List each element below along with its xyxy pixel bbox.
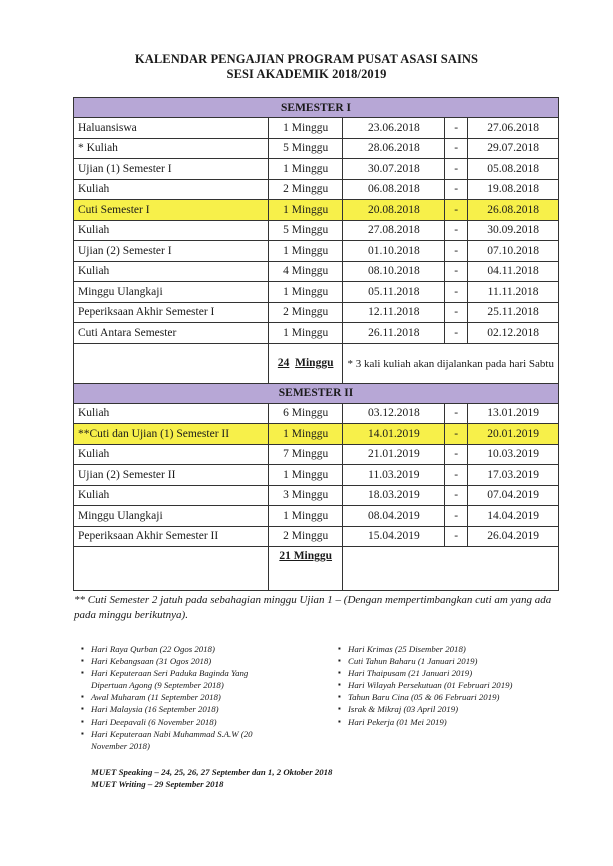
dash-cell: - xyxy=(445,200,468,221)
dash-cell: - xyxy=(445,261,468,282)
end-date-cell: 20.01.2019 xyxy=(468,424,559,445)
muet-writing: MUET Writing – 29 September 2018 xyxy=(91,779,224,789)
dash-cell: - xyxy=(445,220,468,241)
activity-cell: Peperiksaan Akhir Semester II xyxy=(74,526,269,547)
duration-cell: 7 Minggu xyxy=(268,444,343,465)
table-row xyxy=(74,200,559,221)
table-row xyxy=(74,403,559,424)
dash-cell: - xyxy=(445,302,468,323)
semester-1-header-row xyxy=(74,98,559,118)
start-date-cell: 23.06.2018 xyxy=(343,118,445,139)
table-row xyxy=(74,241,559,262)
duration-cell: 1 Minggu xyxy=(268,282,343,303)
activity-cell: Cuti Antara Semester xyxy=(74,323,269,344)
start-date-cell: 27.08.2018 xyxy=(343,220,445,241)
table-row xyxy=(74,302,559,323)
start-date-cell: 28.06.2018 xyxy=(343,138,445,159)
duration-cell: 6 Minggu xyxy=(268,403,343,424)
duration-cell: 1 Minggu xyxy=(268,200,343,221)
semester-2-total-row xyxy=(74,547,559,591)
table-row xyxy=(74,506,559,527)
activity-cell: Peperiksaan Akhir Semester I xyxy=(74,302,269,323)
duration-cell: 1 Minggu xyxy=(268,506,343,527)
activity-cell: Ujian (2) Semester I xyxy=(74,241,269,262)
table-row xyxy=(74,179,559,200)
duration-cell: 2 Minggu xyxy=(268,302,343,323)
semester-2-total-cell xyxy=(268,547,343,591)
muet-speaking: MUET Speaking – 24, 25, 26, 27 September dan 1, 2 Oktober 2018 xyxy=(91,767,333,777)
holiday-item: ▪ Cuti Tahun Baharu (1 Januari 2019) xyxy=(338,655,548,667)
end-date-cell: 19.08.2018 xyxy=(468,179,559,200)
activity-cell: Ujian (1) Semester I xyxy=(74,159,269,180)
activity-cell: Kuliah xyxy=(74,485,269,506)
end-date-cell: 05.08.2018 xyxy=(468,159,559,180)
start-date-cell: 03.12.2018 xyxy=(343,403,445,424)
start-date-cell: 14.01.2019 xyxy=(343,424,445,445)
dash-cell: - xyxy=(445,159,468,180)
duration-cell: 2 Minggu xyxy=(268,179,343,200)
table-row xyxy=(74,261,559,282)
table-row xyxy=(74,444,559,465)
table-row xyxy=(74,282,559,303)
dash-cell: - xyxy=(445,526,468,547)
dash-cell: - xyxy=(445,241,468,262)
end-date-cell: 10.03.2019 xyxy=(468,444,559,465)
holiday-item: ▪ Hari Thaipusam (21 Januari 2019) xyxy=(338,667,548,679)
duration-cell: 1 Minggu xyxy=(268,323,343,344)
activity-cell: Kuliah xyxy=(74,261,269,282)
dash-cell: - xyxy=(445,118,468,139)
activity-cell: Cuti Semester I xyxy=(74,200,269,221)
duration-cell: 2 Minggu xyxy=(268,526,343,547)
end-date-cell: 17.03.2019 xyxy=(468,465,559,486)
end-date-cell: 26.04.2019 xyxy=(468,526,559,547)
holiday-item: ▪ Hari Pekerja (01 Mei 2019) xyxy=(338,716,548,728)
end-date-cell: 14.04.2019 xyxy=(468,506,559,527)
holiday-item: ▪ Hari Krimas (25 Disember 2018) xyxy=(338,643,548,655)
end-date-cell: 07.04.2019 xyxy=(468,485,559,506)
activity-cell: Haluansiswa xyxy=(74,118,269,139)
holiday-item: ▪ Hari Malaysia (16 September 2018) xyxy=(81,703,281,715)
start-date-cell: 12.11.2018 xyxy=(343,302,445,323)
blank-cell xyxy=(343,547,559,591)
footnote: ** Cuti Semester 2 jatuh pada sebahagian minggu Ujian 1 – (Dengan mempertimbangkan cuti am yang ada pada minggu berikutnya). xyxy=(74,594,552,621)
holiday-item: ▪ Hari Kebangsaan (31 Ogos 2018) xyxy=(81,655,281,667)
table-row xyxy=(74,485,559,506)
end-date-cell: 07.10.2018 xyxy=(468,241,559,262)
end-date-cell: 04.11.2018 xyxy=(468,261,559,282)
semester-2-header-row xyxy=(74,383,559,403)
holiday-item: ▪ Tahun Baru Cina (05 & 06 Februari 2019) xyxy=(338,691,548,703)
end-date-cell: 11.11.2018 xyxy=(468,282,559,303)
activity-cell: * Kuliah xyxy=(74,138,269,159)
duration-cell: 3 Minggu xyxy=(268,485,343,506)
start-date-cell: 21.01.2019 xyxy=(343,444,445,465)
end-date-cell: 27.06.2018 xyxy=(468,118,559,139)
table-row xyxy=(74,118,559,139)
dash-cell: - xyxy=(445,138,468,159)
holiday-item: ▪ Hari Wilayah Persekutuan (01 Februari 2019) xyxy=(338,679,548,691)
table-row xyxy=(74,323,559,344)
end-date-cell: 29.07.2018 xyxy=(468,138,559,159)
holiday-item: ▪ Hari Keputeraan Nabi Muhammad S.A.W (20 November 2018) xyxy=(81,728,281,752)
duration-cell: 1 Minggu xyxy=(268,118,343,139)
duration-cell: 1 Minggu xyxy=(268,465,343,486)
dash-cell: - xyxy=(445,444,468,465)
start-date-cell: 18.03.2019 xyxy=(343,485,445,506)
dash-cell: - xyxy=(445,403,468,424)
table-row xyxy=(74,159,559,180)
dash-cell: - xyxy=(445,485,468,506)
start-date-cell: 11.03.2019 xyxy=(343,465,445,486)
dash-cell: - xyxy=(445,179,468,200)
start-date-cell: 15.04.2019 xyxy=(343,526,445,547)
activity-cell: **Cuti dan Ujian (1) Semester II xyxy=(74,424,269,445)
start-date-cell: 05.11.2018 xyxy=(343,282,445,303)
semester-2-total: 21 Minggu xyxy=(279,550,333,562)
holiday-item: ▪ Hari Keputeraan Seri Paduka Baginda Yang Dipertuan Agong (9 September 2018) xyxy=(81,667,281,691)
start-date-cell: 26.11.2018 xyxy=(343,323,445,344)
duration-cell: 1 Minggu xyxy=(268,159,343,180)
session-subtitle: SESI AKADEMIK 2018/2019 xyxy=(226,67,387,81)
activity-cell: Minggu Ulangkaji xyxy=(74,282,269,303)
semester-2-header: SEMESTER II xyxy=(74,383,559,403)
start-date-cell: 06.08.2018 xyxy=(343,179,445,200)
end-date-cell: 30.09.2018 xyxy=(468,220,559,241)
semester-1-total-number: 24 xyxy=(277,357,290,369)
semester-1-total-row xyxy=(74,343,559,383)
activity-cell: Kuliah xyxy=(74,444,269,465)
semester-1-note: * 3 kali kuliah akan dijalankan pada hari Sabtu xyxy=(343,343,559,383)
holiday-item: ▪ Awal Muharam (11 September 2018) xyxy=(81,691,281,703)
dash-cell: - xyxy=(445,424,468,445)
semester-1-total-cell xyxy=(268,343,343,383)
semester-1-header: SEMESTER I xyxy=(74,98,559,118)
blank-cell xyxy=(74,547,269,591)
holiday-item: ▪ Israk & Mikraj (03 April 2019) xyxy=(338,703,548,715)
duration-cell: 5 Minggu xyxy=(268,220,343,241)
holiday-item: ▪ Hari Raya Qurban (22 Ogos 2018) xyxy=(81,643,281,655)
holiday-list-left xyxy=(81,643,281,752)
activity-cell: Kuliah xyxy=(74,179,269,200)
start-date-cell: 30.07.2018 xyxy=(343,159,445,180)
activity-cell: Minggu Ulangkaji xyxy=(74,506,269,527)
dash-cell: - xyxy=(445,323,468,344)
duration-cell: 4 Minggu xyxy=(268,261,343,282)
dash-cell: - xyxy=(445,465,468,486)
start-date-cell: 01.10.2018 xyxy=(343,241,445,262)
table-row xyxy=(74,465,559,486)
dash-cell: - xyxy=(445,506,468,527)
end-date-cell: 13.01.2019 xyxy=(468,403,559,424)
table-row xyxy=(74,424,559,445)
activity-cell: Kuliah xyxy=(74,403,269,424)
activity-cell: Ujian (2) Semester II xyxy=(74,465,269,486)
table-row xyxy=(74,220,559,241)
start-date-cell: 08.10.2018 xyxy=(343,261,445,282)
calendar-title: KALENDAR PENGAJIAN PROGRAM PUSAT ASASI SAINS xyxy=(134,52,479,66)
start-date-cell: 20.08.2018 xyxy=(343,200,445,221)
dash-cell: - xyxy=(445,282,468,303)
end-date-cell: 02.12.2018 xyxy=(468,323,559,344)
holiday-list-right xyxy=(338,643,548,728)
table-row xyxy=(74,138,559,159)
end-date-cell: 26.08.2018 xyxy=(468,200,559,221)
duration-cell: 1 Minggu xyxy=(268,424,343,445)
calendar-table xyxy=(73,97,559,591)
end-date-cell: 25.11.2018 xyxy=(468,302,559,323)
holiday-item: ▪ Hari Deepavali (6 November 2018) xyxy=(81,716,281,728)
table-row xyxy=(74,526,559,547)
duration-cell: 5 Minggu xyxy=(268,138,343,159)
start-date-cell: 08.04.2019 xyxy=(343,506,445,527)
blank-cell xyxy=(74,343,269,383)
semester-1-total-unit: Minggu xyxy=(295,357,334,369)
activity-cell: Kuliah xyxy=(74,220,269,241)
duration-cell: 1 Minggu xyxy=(268,241,343,262)
